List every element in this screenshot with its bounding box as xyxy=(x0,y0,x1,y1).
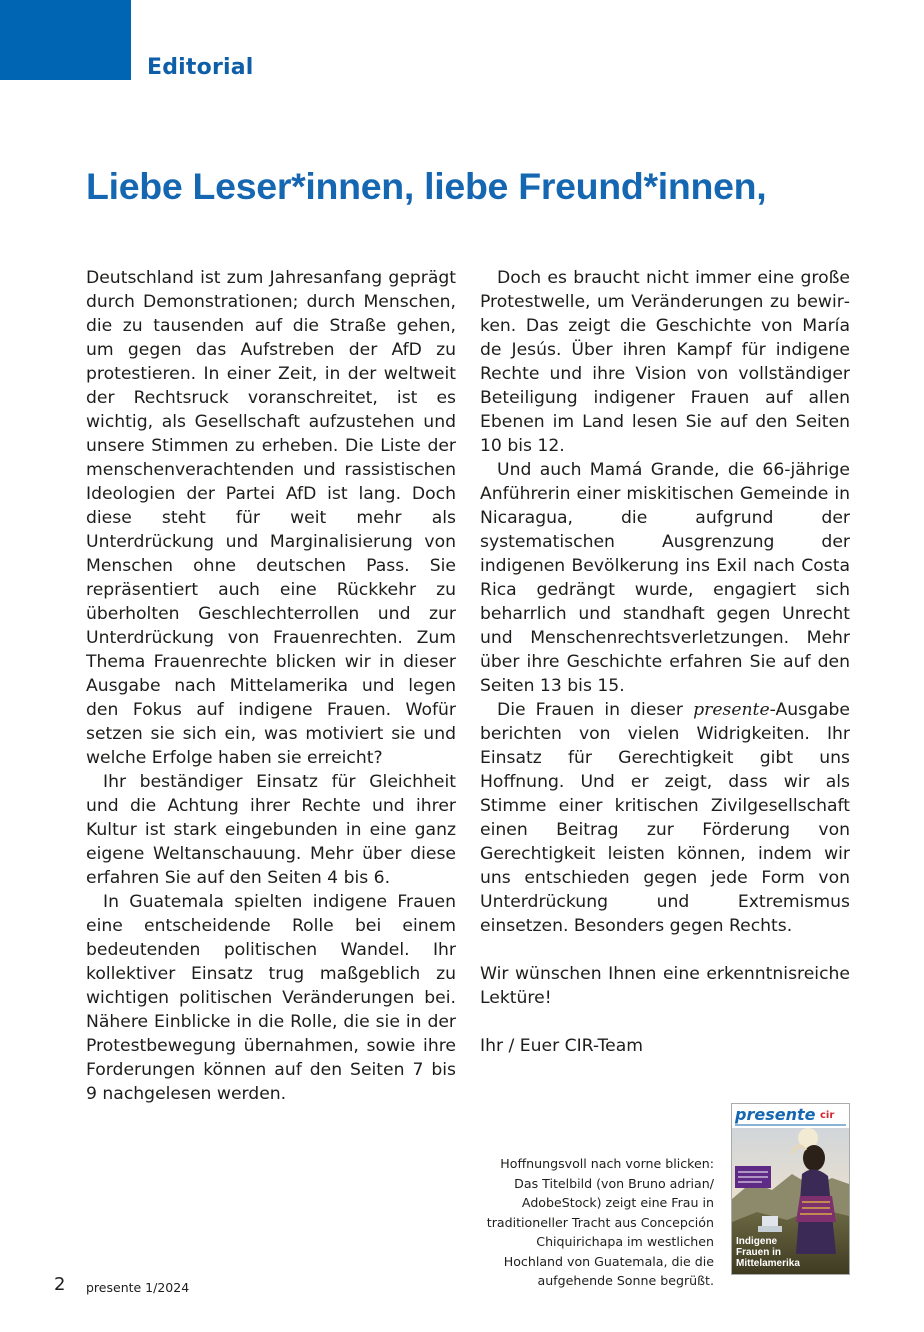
signature: Ihr / Euer CIR-Team xyxy=(480,1036,643,1056)
paragraph-lead: Die Frauen in dieser xyxy=(497,700,694,720)
corner-color-block xyxy=(0,0,131,80)
cover-caption xyxy=(454,1154,714,1291)
cover-masthead: presente xyxy=(735,1105,816,1124)
caption-line: traditioneller Tracht aus Concepción xyxy=(486,1214,714,1230)
paragraph-rest: -Ausgabe berichten von vielen Widrigkeiten. Ihr Einsatz für Gerechtigkeit gibt uns Hoffnung. Und er zeigt, dass wir als Stimme einer kritischen Zivilgesellschaft einen Beitrag zur Förderung von Gerechtigkeit leisten können, indem wir uns entschieden gegen jede Form von Unterdrückung und Extremismus einsetzen. Besonders gegen Rechts. xyxy=(480,700,850,936)
issue-label: presente 1/2024 xyxy=(86,1280,190,1295)
section-label: Editorial xyxy=(147,55,254,80)
caption-line: Chiquirichapa im westlichen xyxy=(536,1234,714,1249)
article-paragraph: Doch es braucht nicht immer eine große Protestwelle, um Veränderungen zu bewirken. Das zeigt die Geschichte von María de Jesús. Über ihren Kampf für indigene Rechte und ihre Vision von vollständiger Beteiligung indigener Frauen auf allen Ebenen im Land lesen Sie auf den Seiten 10 bis 12. xyxy=(480,268,850,456)
cover-headline-line: Frauen in xyxy=(736,1247,782,1258)
article-column-right xyxy=(480,266,850,1058)
page-number: 2 xyxy=(54,1274,66,1295)
article-column-left xyxy=(86,266,456,1106)
caption-line: Hochland von Guatemala, die die xyxy=(503,1253,714,1269)
cover-headline-line: Mittelamerika xyxy=(736,1258,800,1269)
caption-line: Das Titelbild (von Bruno adrian/ xyxy=(514,1175,714,1191)
caption-line: aufgehende Sonne begrüßt. xyxy=(537,1273,714,1288)
cover-publisher-logo: cir xyxy=(820,1110,835,1121)
caption-line: AdobeStock) zeigt eine Frau in xyxy=(521,1195,714,1210)
article-paragraph xyxy=(480,698,850,938)
page-title: Liebe Leser*innen, liebe Freund*innen, xyxy=(86,165,767,207)
cover-headline-line: Indigene xyxy=(736,1236,778,1247)
article-paragraph: Deutschland ist zum Jahresanfang geprägt durch Demonstrationen; durch Menschen, die zu tausenden auf die Straße gehen, um gegen das Aufstreben der AfD zu protestieren. In einer Zeit, in der weltweit der Rechtsruck voranschreitet, ist es wichtig, als Gesellschaft aufzustehen und unsere Stimmen zu erheben. Die Liste der menschenverachtenden und rassistischen Ideologien der Partei AfD ist lang. Doch diese steht für weit mehr als Unterdrückung und Marginalisierung von Menschen ohne deutschen Pass. Sie repräsentiert auch eine Rückkehr zu überholten Geschlechterrollen und zur Unterdrückung von Frauenrechten. Zum Thema Frauenrechte blicken wir in dieser Ausgabe nach Mittelamerika und legen den Fokus auf indigene Frauen. Wofür setzen sie sich ein, was motiviert sie und welche Erfolge haben sie erreicht? xyxy=(86,268,456,768)
article-paragraph: Und auch Mamá Grande, die 66-jährige Anführerin einer miskitischen Gemeinde in Nicaragua, die aufgrund der systematischen Ausgrenzung der indigenen Bevölkerung ins Exil nach Costa Rica gedrängt wurde, engagiert sich beharrlich und standhaft gegen Unrecht und Menschenrechtsverletzungen. Mehr über ihre Geschichte erfahren Sie auf den Seiten 13 bis 15. xyxy=(480,460,850,696)
magazine-cover-image xyxy=(731,1103,850,1275)
caption-line: Hoffnungsvoll nach vorne blicken: xyxy=(500,1156,714,1171)
closing-text: Wir wünschen Ihnen eine erkenntnisreiche Lektüre! xyxy=(480,964,850,1008)
magazine-name: presente xyxy=(693,700,770,720)
article-paragraph: In Guatemala spielten indigene Frauen eine entscheidende Rolle bei einem bedeutenden politischen Wandel. Ihr kollektiver Einsatz trug maßgeblich zu wichtigen politischen Veränderungen bei. Nähere Einblicke in die Rolle, die sie in der Protestbewegung übernahmen, sowie ihre Forderungen können auf den Seiten 7 bis 9 nachgelesen werden. xyxy=(86,892,456,1104)
article-paragraph: Ihr beständiger Einsatz für Gleichheit und die Achtung ihrer Rechte und ihrer Kultur ist stark eingebunden in eine ganz eigene Weltanschauung. Mehr über diese erfahren Sie auf den Seiten 4 bis 6. xyxy=(86,772,456,888)
